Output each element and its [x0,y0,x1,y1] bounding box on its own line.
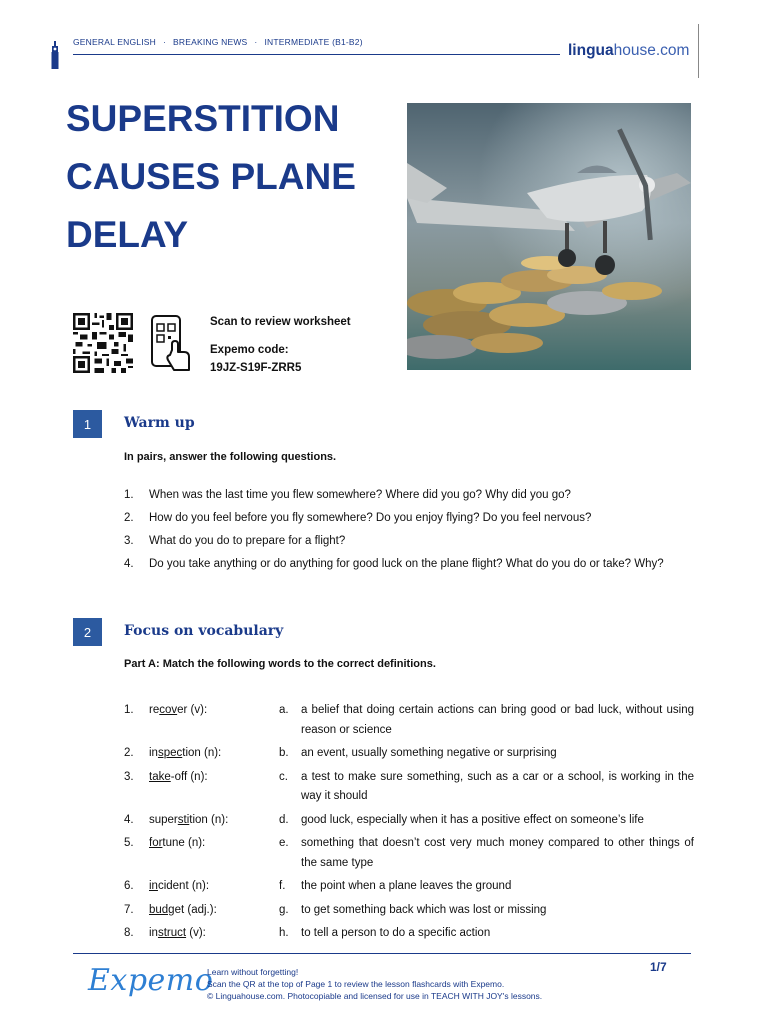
vocab-definition: the point when a plane leaves the ground [301,880,512,892]
expemo-code-label: Expemo code: [210,344,289,356]
section-title-vocabulary: Focus on vocabulary [124,623,284,639]
vocab-word: incident (n): [149,880,210,892]
footer-tagline: Learn without forgetting! [207,967,299,977]
vocab-row: 6. incident (n): f. the point when a plane leaves the ground [124,877,694,897]
vocab-word: fortune (n): [149,837,206,849]
vocab-word: recover (v): [149,704,208,716]
section-number-badge: 1 [73,410,102,438]
linguahouse-logo[interactable]: linguahouse.com [568,42,690,59]
vocab-row: 3. take-off (n): c. a test to make sure something, such as a car or a school, is working in the way it should [124,768,694,807]
vocab-row: 2. inspection (n): b. an event, usually something negative or surprising [124,744,694,764]
vocab-definition: a belief that doing certain actions can bring good or bad luck, without using reason or science [301,704,694,736]
header-divider [73,54,560,55]
footer-divider [73,953,691,954]
vocab-row: 4. superstition (n): d. good luck, especially when it has a positive effect on someone’s life [124,811,694,831]
vocab-word: budget (adj.): [149,903,217,916]
section-title-warm-up: Warm up [124,415,195,431]
footer-qr-note: Scan the QR at the top of Page 1 to review the lesson flashcards with Expemo. [207,979,505,989]
vocab-row: 7. budget (adj.): g. to get something back which was lost or missing [124,901,694,921]
warm-up-questions [124,487,694,579]
scan-label: Scan to review worksheet [210,316,351,328]
qr-code[interactable] [73,313,133,373]
expemo-logo[interactable]: Expemo [88,963,214,998]
vocab-definition: a test to make sure something, such as a car or a school, is working in the way it should [301,770,694,802]
footer-text [207,966,542,1002]
list-item: 4. Do you take anything or do anything for good luck on the plane flight? What do you do or take? Why? [124,558,664,570]
expemo-code: 19JZ-S19F-ZRR5 [210,362,302,374]
big-ben-icon [50,41,60,69]
vocab-definition: an event, usually something negative or surprising [301,747,557,759]
list-item: 3. What do you do to prepare for a flight? [124,535,346,547]
plane-on-coins-photo [407,103,691,370]
breadcrumb-level[interactable]: INTERMEDIATE (B1-B2) [264,37,363,47]
title-line: SUPERSTITION [66,98,340,139]
title-line: DELAY [66,214,189,255]
vocab-word: superstition (n): [149,813,229,826]
phone-scan-icon [150,314,192,372]
breadcrumb-course[interactable]: GENERAL ENGLISH [73,37,156,47]
list-item: 2. How do you feel before you fly somewhere? Do you enjoy flying? Do you feel nervous? [124,512,592,524]
page-number: 1/7 [650,960,667,974]
vocab-word: instruct (v): [149,927,206,939]
vocab-row: 1. recover (v): a. a belief that doing certain actions can bring good or bad luck, without using reason or science [124,701,694,740]
vocab-row: 8. instruct (v): h. to tell a person to do a specific action [124,924,694,944]
footer-copyright: © Linguahouse.com. Photocopiable and licensed for use in TEACH WITH JOY's lessons. [207,991,543,1001]
page-title [66,90,386,264]
list-item: 1. When was the last time you flew somewhere? Where did you go? Why did you go? [124,489,571,501]
scan-info [210,313,351,377]
vocab-definition: good luck, especially when it has a positive effect on someone’s life [301,813,644,826]
vocab-row: 5. fortune (n): e. something that doesn’t cost very much money compared to other things of the same type [124,834,694,873]
vocab-definition: to get something back which was lost or missing [301,903,547,916]
vocab-word: inspection (n): [149,747,222,759]
title-line: CAUSES PLANE [66,156,356,197]
header-vertical-divider [698,24,699,78]
vocabulary-matching [124,701,694,948]
section-instruction: Part A: Match the following words to the correct definitions. [124,658,436,670]
vocab-definition: something that doesn’t cost very much money compared to other things of the same type [301,837,694,869]
breadcrumb: GENERAL ENGLISH · BREAKING NEWS · INTERMEDIATE (B1-B2) [73,37,363,47]
breadcrumb-category[interactable]: BREAKING NEWS [173,37,248,47]
vocab-definition: to tell a person to do a specific action [301,927,491,939]
vocab-word: take-off (n): [149,770,208,783]
section-instruction: In pairs, answer the following questions. [124,451,337,463]
section-number-badge: 2 [73,618,102,646]
